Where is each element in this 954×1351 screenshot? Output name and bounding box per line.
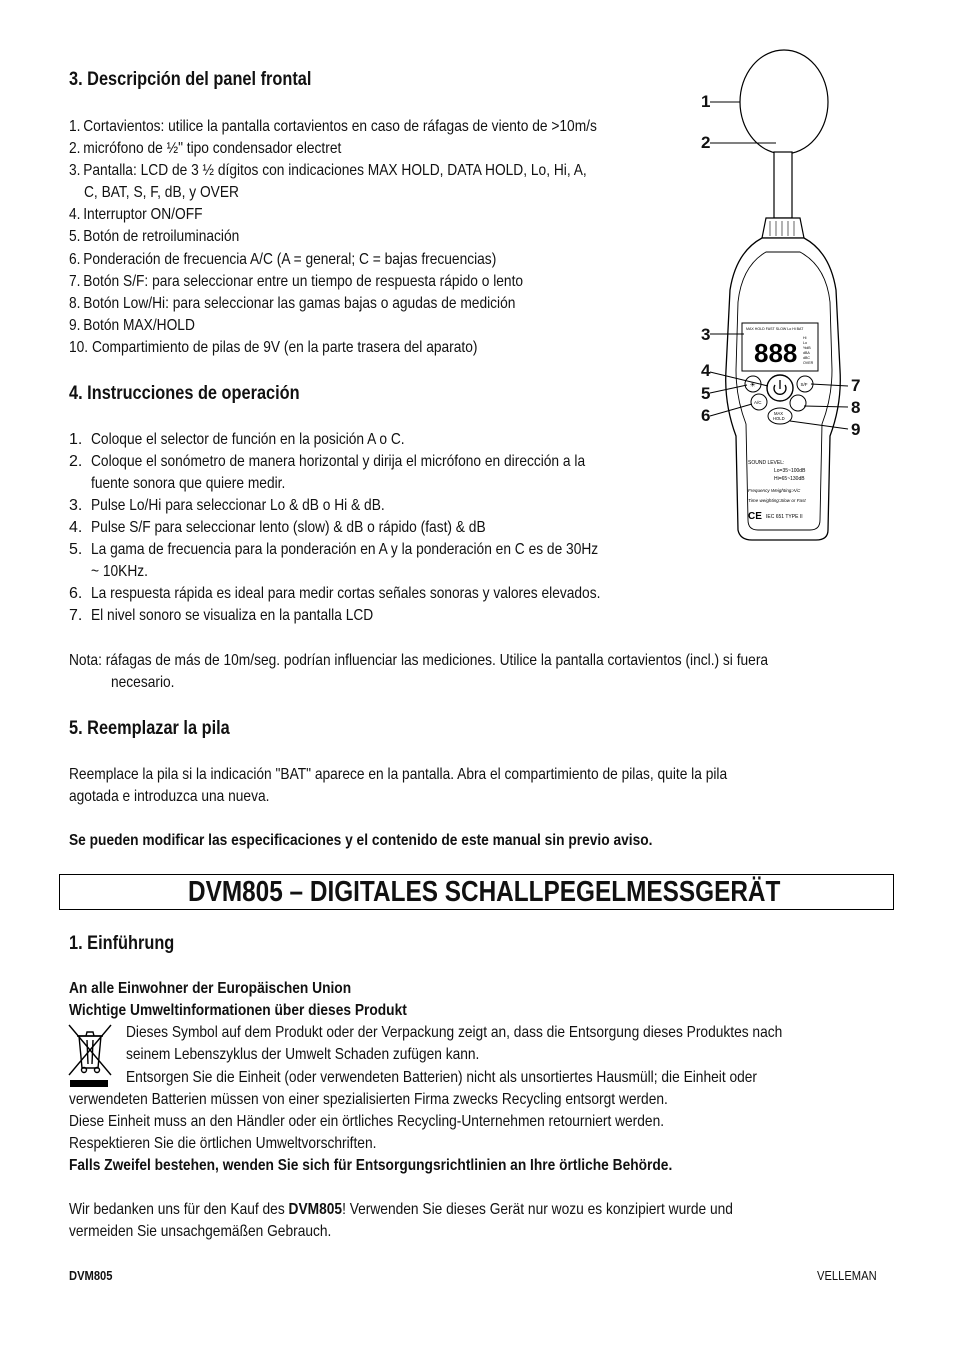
list-item: 5. Botón de retroiluminación (69, 228, 240, 245)
thanks-text: Wir bedanken uns für den Kauf des DVM805! Verwenden Sie dieses Gerät nur wozu es konzipiert wurde und (69, 1201, 733, 1218)
weee-text: Diese Einheit muss an den Händler oder ein örtliches Recycling-Unternehmen retourniert werden. (69, 1113, 665, 1130)
footer-model: DVM805 (69, 1268, 113, 1283)
ce-mark: CE (748, 511, 762, 522)
list-item: 1. Cortavientos: utilice la pantalla cortavientos en caso de ráfagas de viento de >10m/s (69, 118, 597, 135)
list-item: ~ 10KHz. (91, 563, 148, 580)
callout-2: 2 (701, 133, 711, 152)
list-item: 4. Pulse S/F para seleccionar lento (slow) & dB o rápido (fast) & dB (69, 519, 486, 536)
callout-4: 4 (701, 361, 711, 380)
lcd-side-label: Hi (803, 336, 807, 340)
lcd-digits: 888 (754, 338, 798, 368)
section-4-heading: 4. Instrucciones de operación (69, 383, 300, 404)
lohi-button[interactable] (790, 395, 806, 411)
list-item: 1. Coloque el selector de función en la posición A o C. (69, 431, 405, 448)
callout-3: 3 (701, 325, 711, 344)
thanks-text-continued: vermeiden Sie unsachgemäßen Gebrauch. (69, 1223, 332, 1240)
lcd-side-label: dBA (803, 351, 810, 355)
weee-text: Respektieren Sie die örtlichen Umweltvorschriften. (69, 1135, 377, 1152)
list-item: 2. micrófono de ½" tipo condensador electret (69, 140, 342, 157)
lcd-side-label: dBC (803, 356, 810, 360)
section-1-heading: 1. Einführung (69, 933, 175, 954)
weee-text: Dieses Symbol auf dem Produkt oder der Verpackung zeigt an, dass die Entsorgung dieses Produktes nach (126, 1024, 783, 1041)
list-item: C, BAT, S, F, dB, y OVER (84, 184, 239, 201)
title-bar (59, 874, 894, 910)
max-hold-label: HOLD (773, 416, 785, 421)
page-title: DVM805 – DIGITALES SCHALLPEGELMESSGERÄT (188, 876, 781, 908)
weee-bin-icon (66, 1022, 114, 1090)
sound-level-label: SOUND LEVEL: (748, 460, 785, 466)
callout-6: 6 (701, 406, 711, 425)
frequency-weighting-label: Frequency Weighting:A/C (748, 488, 801, 493)
windscreen (740, 50, 828, 154)
weee-text-bold: Falls Zweifel bestehen, wenden Sie sich für Entsorgungsrichtlinien an Ihre örtliche Behörde. (69, 1157, 673, 1174)
footer-brand: VELLEMAN (817, 1268, 877, 1283)
product-code: DVM805 (288, 1201, 343, 1218)
spec-notice: Se pueden modificar las especificaciones y el contenido de este manual sin previo aviso. (69, 832, 653, 849)
list-item: 9. Botón MAX/HOLD (69, 317, 195, 334)
callout-7: 7 (851, 376, 861, 395)
eu-subheading: An alle Einwohner der Europäischen Union (69, 980, 352, 997)
lamp-icon: ☀ (749, 382, 756, 389)
environment-subheading: Wichtige Umweltinformationen über dieses Produkt (69, 1002, 407, 1019)
battery-text: Reemplace la pila si la indicación "BAT" aparece en la pantalla. Abra el compartimiento de pilas, quite la pila (69, 766, 728, 783)
range-lo-label: Lo=35~100dB (774, 468, 806, 474)
list-item: 7. El nivel sonoro se visualiza en la pantalla LCD (69, 607, 374, 624)
weee-text: seinem Lebenszyklus der Umwelt Schaden zufügen kann. (126, 1046, 480, 1063)
section-3-heading: 3. Descripción del panel frontal (69, 69, 312, 90)
note-text: Nota: ráfagas de más de 10m/seg. podrían influenciar las mediciones. Utilice la pantalla cortavientos (incl.) si fuera (69, 652, 769, 669)
ac-button-label: A/C (754, 400, 762, 405)
sf-button-label: S/F (800, 382, 808, 387)
lcd-side-label: Lo (803, 341, 807, 345)
battery-text-continued: agotada e introduzca una nueva. (69, 788, 270, 805)
callout-1: 1 (701, 92, 711, 111)
list-item: 3. Pantalla: LCD de 3 ½ dígitos con indicaciones MAX HOLD, DATA HOLD, Lo, Hi, A, (69, 162, 587, 179)
list-item: 4. Interruptor ON/OFF (69, 206, 203, 223)
list-item: 6. La respuesta rápida es ideal para medir cortas señales sonoras y valores elevados. (69, 585, 601, 602)
lcd-side-label: %dB (803, 346, 811, 350)
list-item: 7. Botón S/F: para seleccionar entre un tiempo de respuesta rápido o lento (69, 273, 524, 290)
callout-8: 8 (851, 398, 861, 417)
time-weighting-label: Time weighting:Slow or Fast (748, 498, 806, 503)
lcd-side-label: OVER (803, 361, 814, 365)
callout-9: 9 (851, 420, 861, 439)
iec-label: IEC 651 TYPE II (766, 514, 803, 520)
note-text-continued: necesario. (111, 674, 175, 691)
list-item: 2. Coloque el sonómetro de manera horizontal y dirija el micrófono en dirección a la (69, 453, 586, 470)
range-hi-label: Hi=65~130dB (774, 476, 805, 482)
list-item: fuente sonora que quiere medir. (91, 475, 286, 492)
section-5-heading: 5. Reemplazar la pila (69, 718, 230, 739)
lcd-indicators: MAX HOLD FAST SLOW Lo Hi BAT (746, 327, 804, 331)
sound-level-meter-diagram (690, 40, 890, 550)
weee-text: verwendeten Batterien müssen von einer spezialisierten Firma zwecks Recycling entsorgt werden. (69, 1091, 668, 1108)
microphone (774, 152, 792, 218)
list-item: 10. Compartimiento de pilas de 9V (en la parte trasera del aparato) (69, 339, 478, 356)
list-item: 5. La gama de frecuencia para la ponderación en A y la ponderación en C es de 30Hz (69, 541, 599, 558)
weee-text: Entsorgen Sie die Einheit (oder verwendeten Batterien) nicht als unsortiertes Hausmüll; die Einheit oder (126, 1069, 758, 1086)
callout-5: 5 (701, 384, 711, 403)
list-item: 3. Pulse Lo/Hi para seleccionar Lo & dB o Hi & dB. (69, 497, 385, 514)
max-hold-label: MAX (774, 411, 784, 416)
list-item: 8. Botón Low/Hi: para seleccionar las gamas bajas o agudas de medición (69, 295, 516, 312)
list-item: 6. Ponderación de frecuencia A/C (A = general; C = bajas frecuencias) (69, 251, 497, 268)
